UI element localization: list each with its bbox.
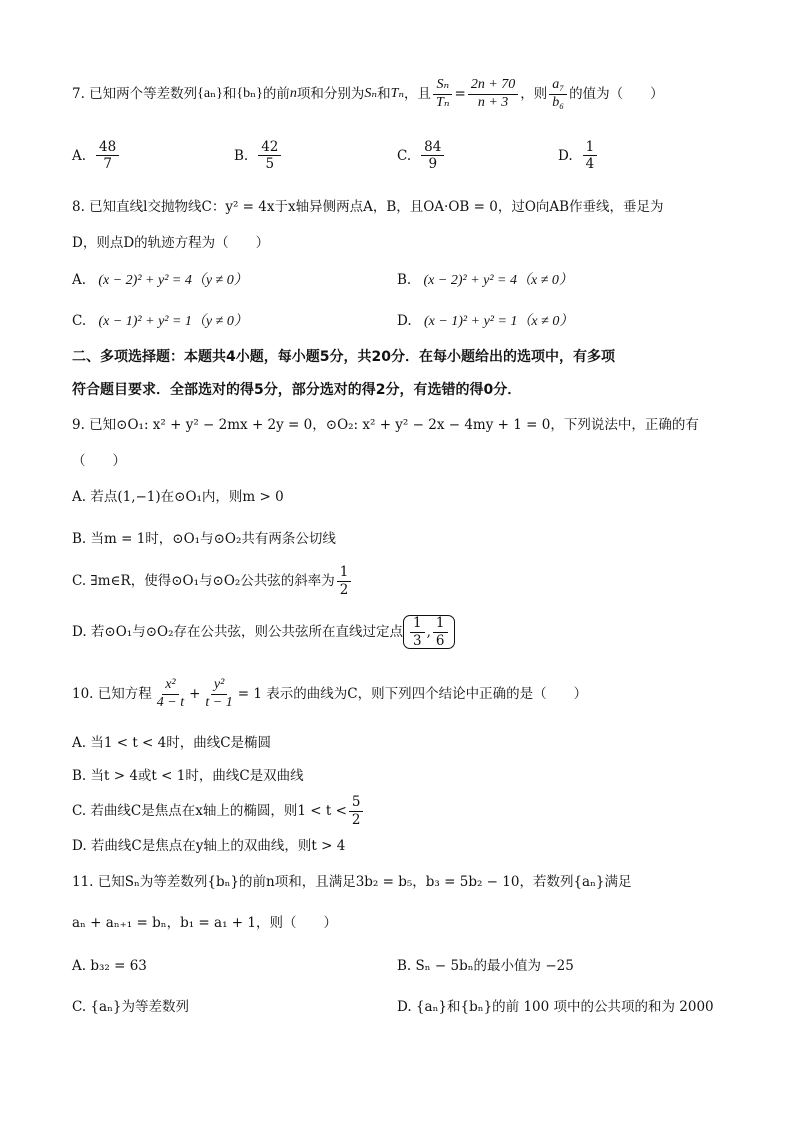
option-text: (x − 1)² + y² = 1（y ≠ 0） bbox=[98, 314, 248, 329]
option-label: C. bbox=[72, 313, 87, 329]
q8-option-b bbox=[397, 270, 573, 291]
q8-option-a bbox=[72, 270, 248, 291]
q7-n: n bbox=[289, 86, 297, 101]
q7-and2: 和 bbox=[377, 86, 391, 102]
fraction-den: t − 1 bbox=[205, 694, 233, 710]
fraction-den: 4 − t bbox=[156, 694, 185, 710]
q7-frac-rhs bbox=[468, 78, 518, 110]
q10-option-a: A. 当1 < t < 4时，曲线C是椭圆 bbox=[72, 735, 272, 751]
option-text: (x − 2)² + y² = 4（x ≠ 0） bbox=[423, 273, 573, 288]
q7-text-c: 项和分别为 bbox=[296, 86, 365, 102]
option-label: B. bbox=[397, 272, 412, 288]
option-fraction bbox=[583, 140, 598, 171]
q9-option-d-text: D. 若⊙O₁与⊙O₂存在公共弦，则公共弦所在直线过定点 bbox=[72, 624, 404, 640]
q10-stem bbox=[72, 676, 587, 712]
q10-text-pre: 10. 已知方程 bbox=[72, 686, 152, 702]
point-x bbox=[410, 616, 425, 647]
option-den: 5 bbox=[265, 156, 275, 173]
option-num: 48 bbox=[96, 140, 119, 156]
option-label: A. bbox=[72, 272, 87, 288]
fraction-num: 1 bbox=[410, 616, 425, 632]
q7-frac-q bbox=[549, 78, 567, 110]
q11-option-a: A. b₃₂ = 63 bbox=[72, 958, 147, 974]
point-y bbox=[433, 616, 448, 647]
q7-option-b bbox=[234, 140, 283, 171]
option-fraction bbox=[421, 140, 444, 171]
q9-option-d bbox=[72, 613, 455, 651]
option-num: 42 bbox=[258, 140, 281, 156]
q7-S: Sₙ bbox=[364, 86, 378, 101]
q7-text-d: ，且 bbox=[404, 86, 432, 102]
fraction-num: y² bbox=[211, 678, 227, 695]
q10-option-c-fraction bbox=[349, 795, 364, 826]
fraction-den: 3 bbox=[413, 632, 422, 649]
q8-stem-line2: D，则点D的轨迹方程为（ ） bbox=[72, 235, 270, 251]
option-label: B. bbox=[234, 147, 249, 164]
option-den: 7 bbox=[103, 156, 112, 173]
q9-fixed-point: $\frac{1}{3}$ , $\frac{1}{6}$ bbox=[403, 615, 454, 648]
option-label: D. bbox=[397, 313, 412, 329]
option-den: 9 bbox=[428, 156, 438, 173]
q7-text-e: ，则 bbox=[520, 86, 548, 102]
q11-option-b: B. Sₙ − 5bₙ的最小值为 −25 bbox=[397, 958, 574, 974]
q10-option-c bbox=[72, 795, 365, 827]
option-num: 84 bbox=[421, 140, 444, 156]
section-header-line2: 符合题目要求．全部选对的得5分，部分选对的得2分，有选错的得0分． bbox=[72, 382, 522, 398]
option-fraction bbox=[258, 140, 281, 171]
q7-option-c bbox=[397, 140, 446, 171]
q8-option-d bbox=[397, 311, 573, 332]
q11-stem-line1: 11. 已知Sₙ为等差数列{bₙ}的前n项和，且满足3b₂ = b₅，b₃ = 5b₂ − 10，若数列{aₙ}满足 bbox=[72, 874, 632, 890]
q7-frac-rhs-num: 2n + 70 bbox=[468, 78, 518, 95]
q7-option-d bbox=[558, 140, 599, 171]
q9-option-a: A. 若点(1,−1)在⊙O₁内，则m > 0 bbox=[72, 489, 284, 505]
fraction-den: 2 bbox=[339, 581, 349, 598]
q9-option-b: B. 当m = 1时，⊙O₁与⊙O₂共有两条公切线 bbox=[72, 531, 336, 547]
fraction-den: 6 bbox=[435, 632, 445, 649]
q9-option-c bbox=[72, 566, 353, 596]
q9-stem-line2: （ ） bbox=[72, 453, 126, 469]
q11-stem-line2: aₙ + aₙ₊₁ = bₙ，b₁ = a₁ + 1，则（ ） bbox=[72, 915, 337, 931]
q9-option-c-text: C. ∃m∈R，使得⊙O₁与⊙O₂公共弦的斜率为 bbox=[72, 573, 335, 589]
q7-text-a: 7. 已知两个等差数列 bbox=[72, 86, 198, 102]
q11-option-c: C. {aₙ}为等差数列 bbox=[72, 999, 189, 1015]
q7-and1: 和 bbox=[222, 86, 237, 102]
q8-stem-line1: 8. 已知直线l交抛物线C：y² = 4x于x轴异侧两点A，B，且OA·OB = 0，过O向AB作垂线，垂足为 bbox=[72, 199, 664, 215]
fraction-num: 5 bbox=[349, 795, 364, 811]
fraction-den: 2 bbox=[351, 811, 361, 828]
q7-frac-lhs bbox=[433, 78, 452, 110]
q10-text-post: = 1 表示的曲线为C，则下列四个结论中正确的是（ ） bbox=[237, 686, 588, 702]
q7-eq: = bbox=[454, 86, 466, 102]
q10-fraction-2 bbox=[202, 678, 235, 710]
q8-option-c bbox=[72, 311, 248, 332]
q9-stem-line1: 9. 已知⊙O₁: x² + y² − 2mx + 2y = 0，⊙O₂: x² + y² − 2x − 4my + 1 = 0，下列说法中，正确的有 bbox=[72, 417, 699, 433]
q7-frac-q-num: a₇ bbox=[549, 78, 567, 95]
q7-text-f: 的值为（ ） bbox=[569, 86, 664, 102]
q7-seq-a: {aₙ} bbox=[197, 86, 223, 101]
fraction-num: x² bbox=[162, 678, 178, 695]
q10-option-d: D. 若曲线C是焦点在y轴上的双曲线，则t > 4 bbox=[72, 838, 346, 854]
q10-option-b: B. 当t > 4或t < 1时，曲线C是双曲线 bbox=[72, 768, 304, 784]
q10-fraction-1 bbox=[154, 678, 187, 710]
q7-frac-rhs-den: n + 3 bbox=[477, 94, 509, 110]
q11-option-d: D. {aₙ}和{bₙ}的前 100 项中的公共项的和为 2000 bbox=[397, 999, 714, 1015]
option-label: A. bbox=[72, 147, 87, 164]
q7-text-b: 的前 bbox=[262, 86, 290, 102]
option-label: D. bbox=[558, 147, 573, 164]
option-num: 1 bbox=[583, 140, 598, 156]
q9-option-c-fraction bbox=[337, 565, 352, 596]
q7-frac-lhs-num: Sₙ bbox=[433, 78, 452, 95]
fraction-num: 1 bbox=[337, 565, 352, 581]
q7-T: Tₙ bbox=[390, 86, 405, 101]
option-label: C. bbox=[397, 147, 412, 164]
q7-option-a bbox=[72, 140, 121, 171]
q10-plus: + bbox=[189, 686, 201, 702]
q10-option-c-text: C. 若曲线C是焦点在x轴上的椭圆，则1 < t < bbox=[72, 803, 347, 819]
q7-frac-lhs-den: Tₙ bbox=[436, 94, 450, 110]
q7-stem bbox=[72, 76, 664, 110]
option-text: (x − 2)² + y² = 4（y ≠ 0） bbox=[98, 273, 248, 288]
fraction-num: 1 bbox=[433, 616, 448, 632]
option-den: 4 bbox=[585, 156, 595, 173]
section-header-line1: 二、多项选择题：本题共4小题，每小题5分，共20分．在每小题给出的选项中，有多项 bbox=[72, 349, 615, 365]
option-fraction bbox=[96, 140, 119, 171]
q7-seq-b: {bₙ} bbox=[236, 86, 263, 101]
q7-frac-q-den: b₆ bbox=[552, 94, 565, 110]
option-text: (x − 1)² + y² = 1（x ≠ 0） bbox=[423, 314, 574, 329]
